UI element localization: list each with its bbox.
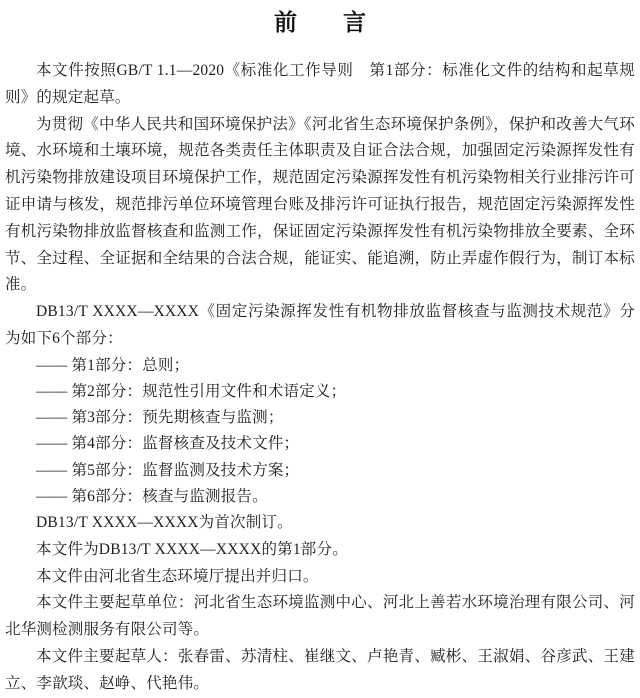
list-item-part-5: —— 第5部分：监督监测及技术方案； — [36, 461, 300, 479]
paragraph-drafting-organizations: 本文件主要起草单位：河北省生态环境监测中心、河北上善若水环境治理有限公司、河北华测检测服务有限公司等。 — [5, 594, 635, 639]
list-item-part-1: —— 第1部分：总则； — [36, 356, 190, 374]
foreword-content — [5, 58, 635, 698]
paragraph-drafters: 本文件主要起草人：张春雷、苏清柱、崔继文、卢艳青、臧彬、王淑娟、谷彦武、王建立、李歆琰、赵峥、代艳伟。 — [5, 647, 635, 692]
paragraph-proposed-by: 本文件由河北省生态环境厅提出并归口。 — [36, 567, 319, 585]
paragraph-series-intro: DB13/T XXXX—XXXX《固定污染源挥发性有机物排放监督核查与监测技术规范》分为如下6个部分： — [5, 303, 635, 347]
paragraph-first-edition: DB13/T XXXX—XXXX为首次制订。 — [36, 513, 293, 531]
list-item-part-4: —— 第4部分：监督核查及技术文件； — [36, 435, 300, 453]
list-item-part-3: —— 第3部分：预先期核查与监测； — [36, 409, 284, 427]
list-item-part-2: —— 第2部分：规范性引用文件和术语定义； — [36, 382, 347, 400]
page-title: 前 言 — [274, 10, 366, 35]
list-item-part-6: —— 第6部分：核查与监测报告。 — [36, 487, 268, 505]
paragraph-part-number: 本文件为DB13/T XXXX—XXXX的第1部分。 — [36, 540, 348, 558]
paragraph-purpose: 为贯彻《中华人民共和国环境保护法》《河北省生态环境保护条例》，保护和改善大气环境、水环境和土壤环境，规范各类责任主体职责及自证合法合规，加强固定污染源挥发性有机污染物排放建设项目环境保护工作，规范固定污染源挥发性有机污染物相关行业排污许可证申请与核发，规范排污单位环境管理台账及排污许可证执行报告，规范固定污染源挥发性有机污染物排放监督核查和监测工作，保证固定污染源挥发性有机污染物排放全要素、全环节、全过程、全证据和全结果的合法合规，能证实、能追溯，防止弄虚作假行为，制订本标准。 — [5, 115, 635, 294]
paragraph-drafting-basis: 本文件按照GB/T 1.1—2020《标准化工作导则 第1部分：标准化文件的结构和起草规则》的规定起草。 — [5, 62, 635, 106]
parts-list — [5, 353, 635, 510]
